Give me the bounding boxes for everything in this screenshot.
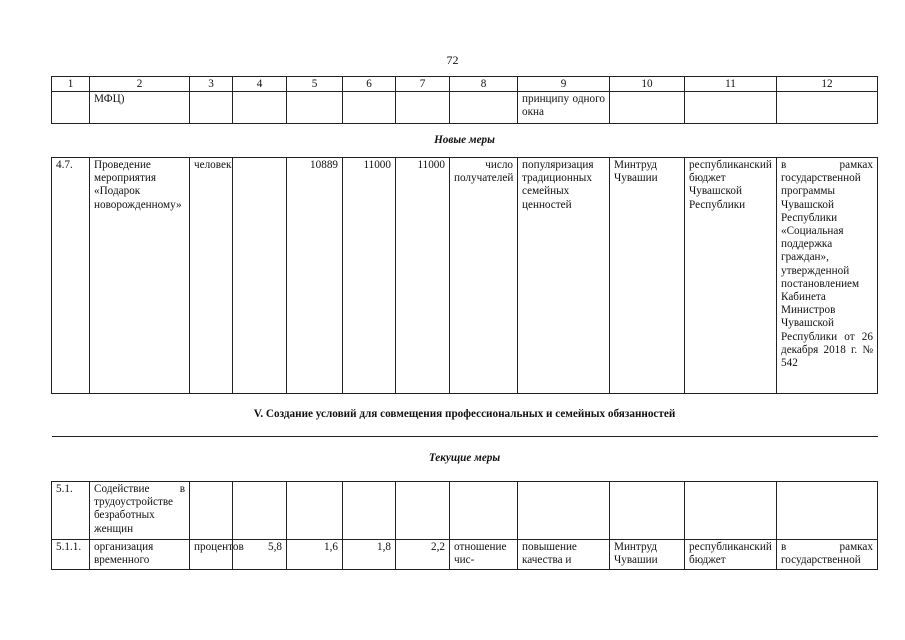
cell: популяризация традиционных семейных ценностей [518, 158, 610, 394]
cell: Минтруд Чувашии [610, 158, 685, 394]
cell [777, 92, 878, 124]
cell: МФЦ) [90, 92, 190, 124]
cell: отношение чис- [450, 540, 518, 570]
cell: Содействие в трудоустройстве безработных женщин [90, 482, 190, 540]
col-header-4: 4 [233, 77, 287, 92]
cell [396, 92, 450, 124]
page-number: 72 [446, 53, 459, 67]
cell [610, 92, 685, 124]
col-header-5: 5 [287, 77, 343, 92]
cell: республиканский бюджет [685, 540, 777, 570]
cell [233, 482, 287, 540]
cell: 11000 [396, 158, 450, 394]
cell [610, 482, 685, 540]
cell [343, 92, 396, 124]
col-header-1: 1 [52, 77, 90, 92]
col-header-10: 10 [610, 77, 685, 92]
cell [190, 92, 233, 124]
cell: республиканский бюджет Чувашской Республики [685, 158, 777, 394]
cell: 1,6 [287, 540, 343, 570]
cell: 11000 [343, 158, 396, 394]
section-v-title: V. Создание условий для совмещения профессиональных и семейных обязанностей [52, 394, 878, 437]
cell: в рамках государственной [777, 540, 878, 570]
cell [233, 92, 287, 124]
col-header-6: 6 [343, 77, 396, 92]
cell: процентов [190, 540, 233, 570]
col-header-8: 8 [450, 77, 518, 92]
section-new-measures: Новые меры [52, 124, 878, 158]
measures-table [51, 76, 878, 570]
cell: число получателей [450, 158, 518, 394]
cell [518, 482, 610, 540]
cell [233, 158, 287, 394]
cell: повышение качества и [518, 540, 610, 570]
cell [685, 482, 777, 540]
cell: 5.1. [52, 482, 90, 540]
cell [190, 482, 233, 540]
cell: в рамках государственной программы Чувашской Республики «Социальная поддержка граждан», утвержденной постановлением Кабинета Министров Чувашской Республики от 26 декабря 2018 г. № 542 [777, 158, 878, 394]
cell: 10889 [287, 158, 343, 394]
cell: организация временного [90, 540, 190, 570]
col-header-3: 3 [190, 77, 233, 92]
section-heading-row [52, 437, 878, 482]
cell: принципу одного окна [518, 92, 610, 124]
cell: 2,2 [396, 540, 450, 570]
section-current-measures: Текущие меры [52, 437, 878, 482]
table-row [52, 540, 878, 570]
cell: 5.1.1. [52, 540, 90, 570]
col-header-12: 12 [777, 77, 878, 92]
cell: Проведение мероприятия «Подарок новорожденному» [90, 158, 190, 394]
table-row [52, 158, 878, 394]
col-header-7: 7 [396, 77, 450, 92]
table-row [52, 92, 878, 124]
cell [52, 92, 90, 124]
col-header-2: 2 [90, 77, 190, 92]
section-heading-row [52, 124, 878, 158]
header-row [52, 77, 878, 92]
table-row [52, 482, 878, 540]
cell: 1,8 [343, 540, 396, 570]
cell: Минтруд Чувашии [610, 540, 685, 570]
cell: 4.7. [52, 158, 90, 394]
cell [343, 482, 396, 540]
cell [777, 482, 878, 540]
cell [287, 92, 343, 124]
cell [685, 92, 777, 124]
cell [450, 482, 518, 540]
cell: человек [190, 158, 233, 394]
cell [287, 482, 343, 540]
cell: 5,8 [233, 540, 287, 570]
section-heading-row [52, 394, 878, 437]
cell [450, 92, 518, 124]
col-header-9: 9 [518, 77, 610, 92]
cell [396, 482, 450, 540]
col-header-11: 11 [685, 77, 777, 92]
